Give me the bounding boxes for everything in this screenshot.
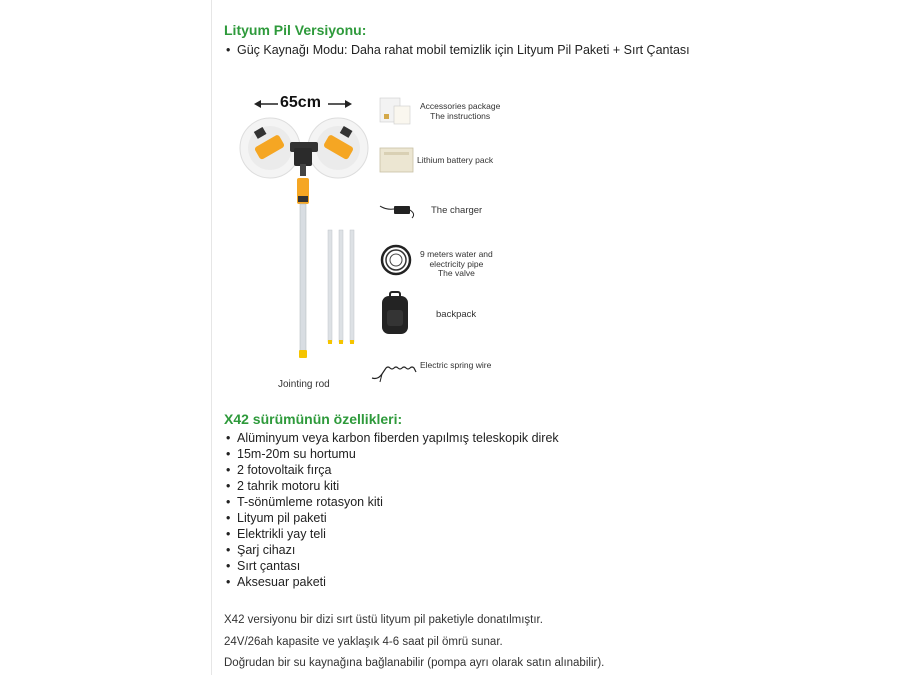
charger-label: The charger — [431, 205, 483, 216]
list-item: • 15m-20m su hortumu — [224, 446, 559, 462]
accessories-label-line2: The instructions — [430, 110, 491, 121]
backpack-icon — [382, 292, 408, 334]
pipe-label-line2: electricity pipe — [429, 258, 484, 269]
battery-label: Lithium battery pack — [417, 155, 494, 165]
x42-features-heading: X42 sürümünün özellikleri: — [224, 411, 403, 427]
paragraph: Doğrudan bir su kaynağına bağlanabilir (pompa ayrı olarak satın alınabilir). — [224, 657, 605, 669]
product-kit-figure — [236, 88, 526, 398]
battery-pack-icon — [380, 148, 413, 172]
list-item: • 2 tahrik motoru kiti — [224, 478, 559, 494]
list-item: • Alüminyum veya karbon fiberden yapılmış teleskopik direk — [224, 430, 559, 446]
list-item: • Şarj cihazı — [224, 542, 559, 558]
list-item: • 2 fotovoltaik fırça — [224, 462, 559, 478]
accessories-label — [420, 102, 500, 121]
list-item: • Lityum pil paketi — [224, 510, 559, 526]
jointing-rod-label: Jointing rod — [278, 379, 330, 390]
list-item: • Güç Kaynağı Modu: Daha rahat mobil temizlik için Lityum Pil Paketi + Sırt Çantası — [224, 42, 690, 58]
lithium-version-heading: Lityum Pil Versiyonu: — [224, 22, 367, 38]
accessories-package-icon — [380, 98, 410, 124]
accessories-label-line1: Accessories package — [420, 101, 501, 111]
product-kit-illustration — [236, 88, 526, 398]
paragraph: X42 versiyonu bir dizi sırt üstü lityum pil paketiyle donatılmıştır. — [224, 614, 543, 626]
lithium-version-list — [224, 42, 690, 58]
backpack-label: backpack — [436, 309, 477, 320]
pipe-label-line3: The valve — [437, 268, 475, 278]
pipe-label-line1: 9 meters water and — [420, 249, 493, 259]
column-divider — [211, 0, 212, 675]
dimension-label: 65cm — [280, 94, 321, 111]
pipe-label — [420, 250, 493, 279]
paragraph: 24V/26ah kapasite ve yaklaşık 4-6 saat pil ömrü sunar. — [224, 636, 503, 648]
list-item: • Sırt çantası — [224, 558, 559, 574]
jointing-rods-icon — [328, 230, 354, 344]
x42-features-list — [224, 430, 559, 590]
list-item: • Aksesuar paketi — [224, 574, 559, 590]
list-item: • Elektrikli yay teli — [224, 526, 559, 542]
telescopic-pole-icon — [297, 178, 309, 358]
spring-wire-icon — [372, 367, 416, 382]
water-pipe-icon — [382, 246, 410, 274]
list-item: • T-sönümleme rotasyon kiti — [224, 494, 559, 510]
spring-wire-label: Electric spring wire — [420, 360, 492, 370]
charger-icon — [380, 206, 414, 218]
